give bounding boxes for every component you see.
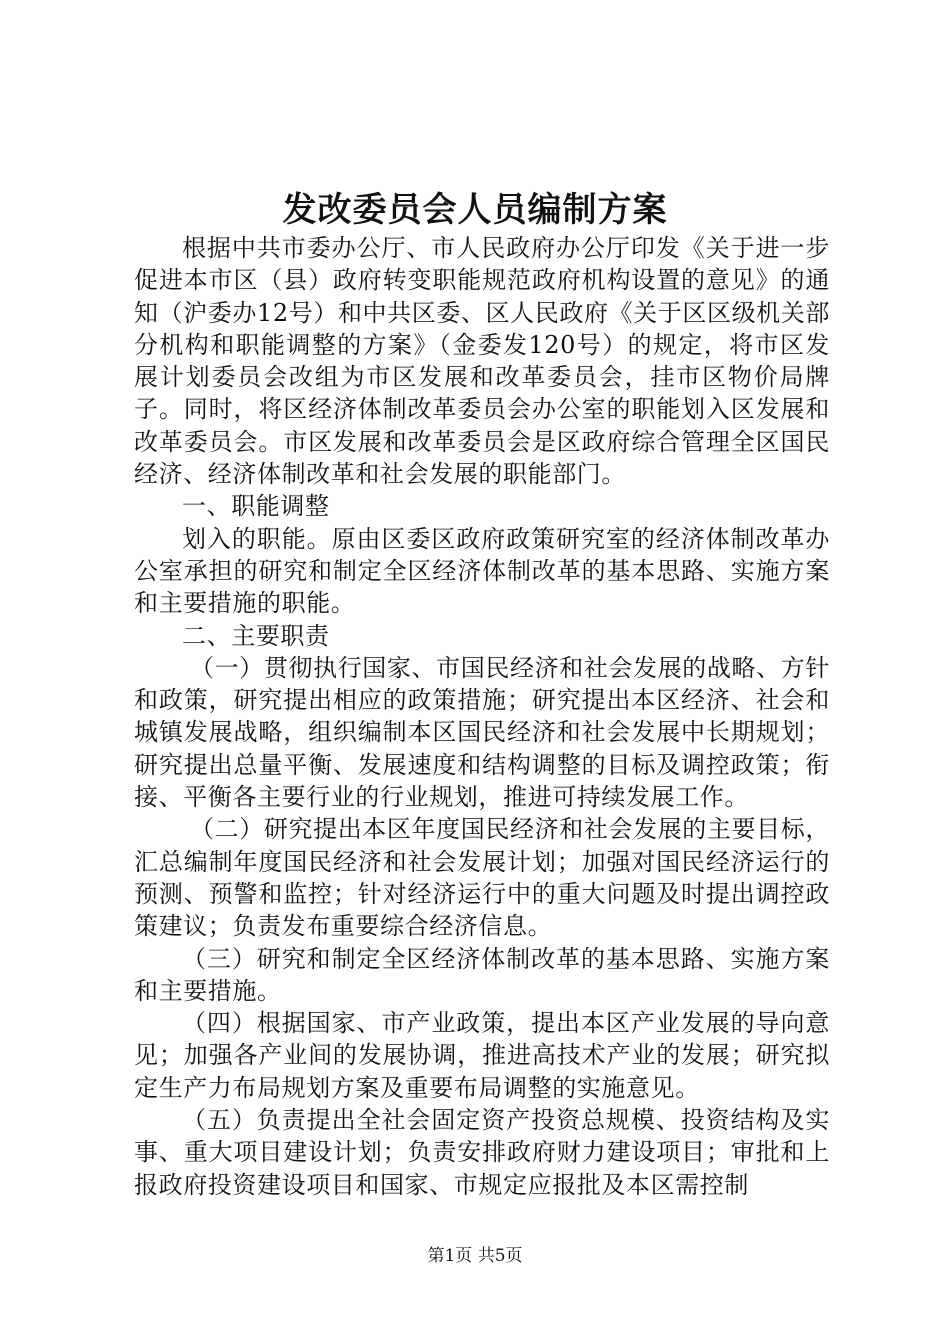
paragraph-duty-1: （一）贯彻执行国家、市国民经济和社会发展的战略、方针和政策，研究提出相应的政策措施；研究提出本区经济、社会和城镇发展战略，组织编制本区国民经济和社会发展中长期规划；研究提出总量平衡、发展速度和结构调整的目标及调控政策；衔接、平衡各主要行业的行业规划，推进可持续发展工作。 bbox=[134, 653, 830, 812]
paragraph-transferred-functions: 划入的职能。原由区委区政府政策研究室的经济体制改革办公室承担的研究和制定全区经济体制改革的基本思路、实施方案和主要措施的职能。 bbox=[134, 524, 830, 618]
document-title: 发改委员会人员编制方案 bbox=[282, 190, 668, 230]
heading-main-duties: 二、主要职责 bbox=[182, 621, 330, 650]
paragraph-duty-2: （二）研究提出本区年度国民经济和社会发展的主要目标，汇总编制年度国民经济和社会发展计划；加强对国民经济运行的预测、预警和监控；针对经济运行中的重大问题及时提出调控政策建议；负责发布重要综合经济信息。 bbox=[134, 815, 830, 941]
paragraph-duty-5: （五）负责提出全社会固定资产投资总规模、投资结构及实事、重大项目建设计划；负责安排政府财力建设项目；审批和上报政府投资建设项目和国家、市规定应报批及本区需控制 bbox=[134, 1106, 830, 1199]
paragraph-intro: 根据中共市委办公厅、市人民政府办公厅印发《关于进一步促进本市区（县）政府转变职能规范政府机构设置的意见》的通知（沪委办12号）和中共区委、区人民政府《关于区区级机关部分机构和职能调整的方案》（金委发120号）的规定，将市区发展计划委员会改组为市区发展和改革委员会，挂市区物价局牌子。同时，将区经济体制改革委员会办公室的职能划入区发展和改革委员会。市区发展和改革委员会是区政府综合管理全区国民经济、经济体制改革和社会发展的职能部门。 bbox=[134, 234, 830, 489]
paragraph-duty-3: （三）研究和制定全区经济体制改革的基本思路、实施方案和主要措施。 bbox=[134, 944, 830, 1005]
heading-function-adjustment: 一、职能调整 bbox=[182, 492, 330, 521]
page-number-footer: 第1页 共5页 bbox=[427, 1246, 523, 1266]
paragraph-duty-4: （四）根据国家、市产业政策，提出本区产业发展的导向意见；加强各产业间的发展协调，推进高技术产业的发展；研究拟定生产力布局规划方案及重要布局调整的实施意见。 bbox=[134, 1009, 830, 1102]
document-body bbox=[134, 232, 830, 1201]
